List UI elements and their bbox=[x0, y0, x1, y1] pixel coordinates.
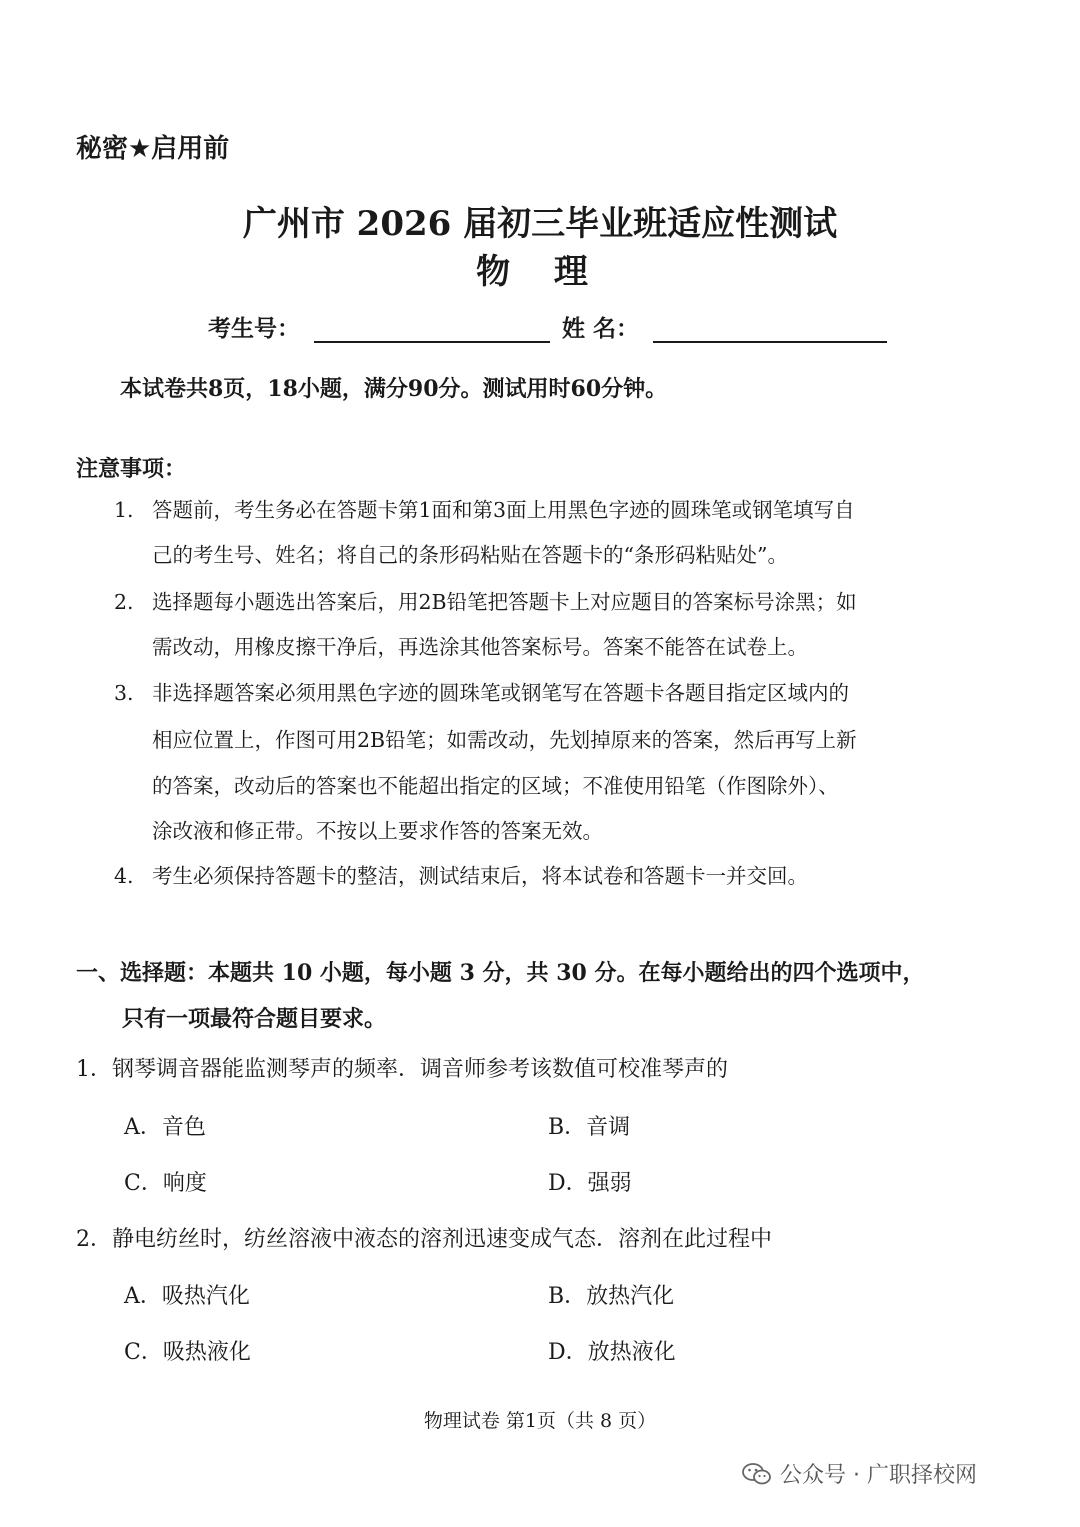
note-line: 答题前，考生务必在答题卡第1面和第3面上用黑色字迹的圆珠笔或钢笔填写自 bbox=[152, 498, 855, 522]
note-line: 需改动，用橡皮擦干净后，再选涂其他答案标号。答案不能答在试卷上。 bbox=[152, 635, 808, 659]
question-stem: 2．静电纺丝时，纺丝溶液中液态的溶剂迅速变成气态．溶剂在此过程中 bbox=[76, 1227, 772, 1252]
candidate-info-row bbox=[208, 310, 887, 343]
exam-description: 本试卷共8页，18小题，满分90分。测试用时60分钟。 bbox=[120, 376, 668, 402]
note-line: 涂改液和修正带。不按以上要求作答的答案无效。 bbox=[152, 819, 603, 843]
page-footer: 物理试卷 第1页（共 8 页） bbox=[423, 1410, 657, 1432]
exam-title: 广州市 2026 届初三毕业班适应性测试 bbox=[242, 204, 838, 244]
question-stem: 1．钢琴调音器能监测琴声的频率．调音师参考该数值可校准琴声的 bbox=[76, 1057, 728, 1082]
option-a: A．吸热汽化 bbox=[124, 1284, 250, 1309]
note-number: 1. bbox=[114, 498, 134, 522]
watermark-text: 公众号 · 广职择校网 bbox=[780, 1463, 977, 1488]
option-b: B．放热汽化 bbox=[548, 1284, 675, 1309]
note-line: 选择题每小题选出答案后，用2B铅笔把答题卡上对应题目的答案标号涂黑；如 bbox=[152, 590, 857, 614]
note-line: 己的考生号、姓名；将自己的条形码粘贴在答题卡的“条形码粘贴处”。 bbox=[152, 543, 788, 567]
note-number: 3. bbox=[114, 681, 134, 705]
note-line: 考生必须保持答题卡的整洁，测试结束后，将本试卷和答题卡一并交回。 bbox=[152, 864, 808, 888]
watermark bbox=[742, 1458, 977, 1489]
subject-title: 物 理 bbox=[476, 252, 604, 292]
option-d: D．放热液化 bbox=[548, 1340, 676, 1365]
name-blank bbox=[653, 315, 887, 343]
exam-no-label: 考生号： bbox=[208, 315, 300, 342]
note-line: 非选择题答案必须用黑色字迹的圆珠笔或钢笔写在答题卡各题目指定区域内的 bbox=[152, 681, 849, 705]
exam-no-blank bbox=[314, 315, 550, 343]
option-a: A．音色 bbox=[124, 1115, 206, 1140]
section-heading bbox=[76, 950, 925, 1042]
option-b: B．音调 bbox=[548, 1115, 631, 1140]
notes-heading: 注意事项： bbox=[76, 457, 187, 482]
note-line: 的答案，改动后的答案也不能超出指定的区域；不准使用铅笔（作图除外）、 bbox=[152, 774, 839, 798]
confidential-mark: 秘密★启用前 bbox=[76, 134, 230, 164]
section-heading-line: 一、选择题：本题共 10 小题，每小题 3 分，共 30 分。在每小题给出的四个选项中， bbox=[76, 960, 925, 986]
wechat-icon bbox=[742, 1462, 772, 1486]
option-d: D．强弱 bbox=[548, 1171, 632, 1196]
note-line: 相应位置上，作图可用2B铅笔；如需改动，先划掉原来的答案，然后再写上新 bbox=[152, 728, 857, 752]
option-c: C．吸热液化 bbox=[124, 1340, 251, 1365]
note-number: 4. bbox=[114, 864, 134, 888]
note-number: 2. bbox=[114, 590, 134, 614]
section-heading-line: 只有一项最符合题目要求。 bbox=[122, 1006, 387, 1032]
option-c: C．响度 bbox=[124, 1171, 207, 1196]
name-label: 姓 名： bbox=[562, 315, 640, 342]
